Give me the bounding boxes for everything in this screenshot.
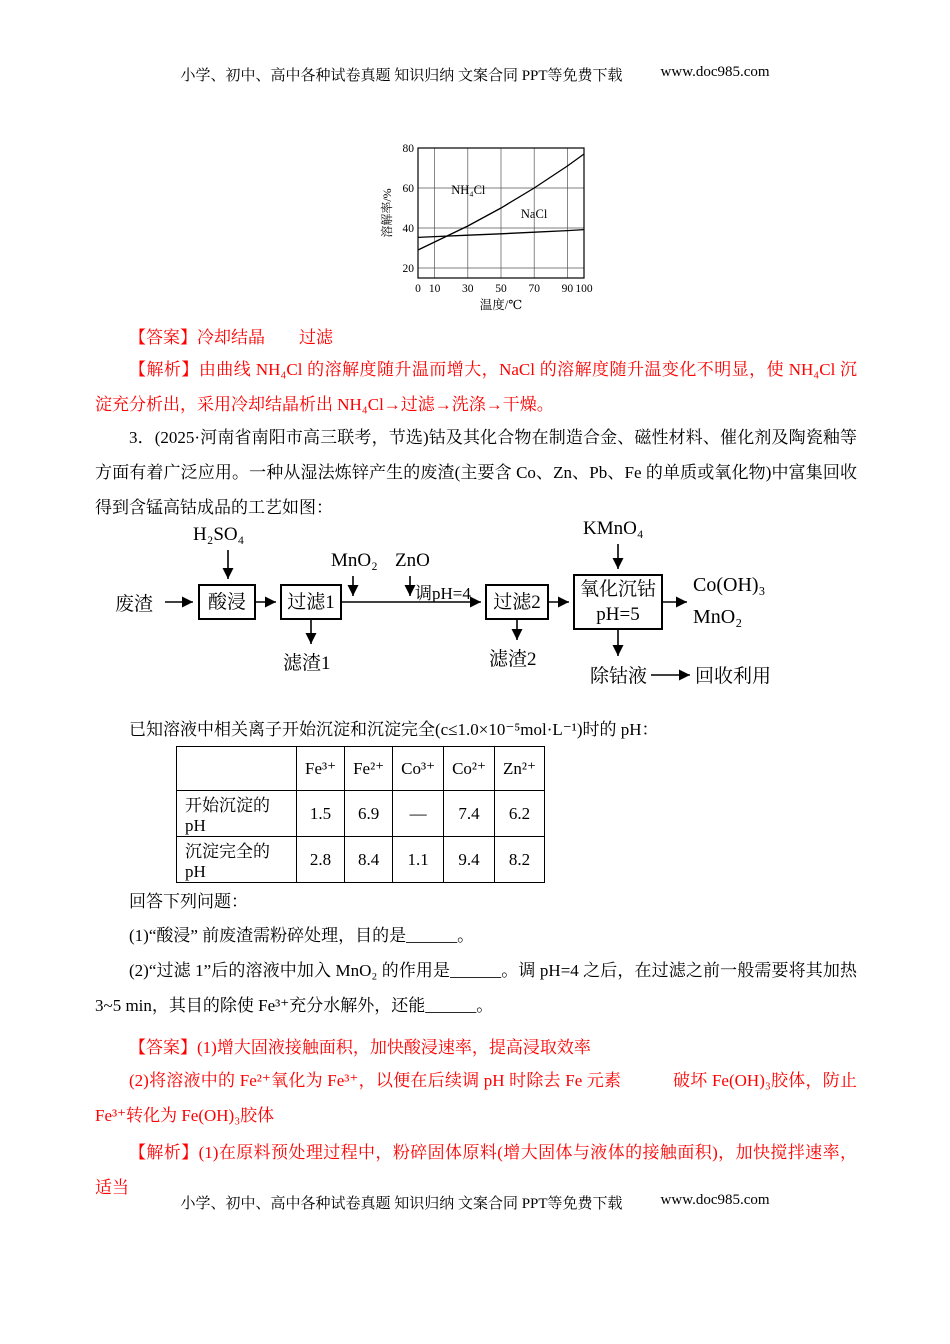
diagram-box-acid-leach-label: 酸浸 — [207, 591, 246, 613]
table-row-label: 沉淀完全的 pH — [177, 837, 297, 883]
svg-text:20: 20 — [402, 263, 414, 275]
ion-table-row-complete-precipitation — [177, 837, 545, 883]
header-text: 小学、初中、高中各种试卷真题 知识归纳 文案合同 PPT等免费下载 — [180, 68, 623, 84]
q2-analysis: 【解析】由曲线 NH₄Cl 的溶解度随升温而增大，NaCl 的溶解度随升温变化不明显，使 NH₄Cl 沉淀充分析出，采用冷却结晶析出 NH₄Cl→过滤→洗涤→干燥。 — [95, 360, 857, 414]
ion-table-row-start-precipitation — [177, 791, 545, 837]
diagram-residue2: 滤渣2 — [489, 649, 537, 670]
diagram-box-acid-leach — [198, 584, 256, 620]
ion-table-header-fe3: Fe³⁺ — [297, 747, 345, 791]
diagram-input-mno2: MnO₂ — [331, 550, 378, 571]
diagram-input-zno: ZnO — [395, 550, 430, 571]
diagram-box-oxidize-line1: 氧化沉钴 — [579, 579, 656, 600]
q3-stem: 3．(2025·河南省南阳市高三联考，节选)钴及其化合物在制造合金、磁性材料、催化剂及陶瓷釉等方面有着广泛应用。一种从湿法炼锌产生的废渣(主要含 Co、Zn、Pb、Fe 的单质或氧化物)中富集回收得到含锰高钴成品的工艺如图： — [95, 428, 857, 517]
diagram-input-h2so4: H₂SO₄ — [193, 524, 245, 545]
diagram-box-oxidize-line2: pH=5 — [596, 604, 640, 625]
page-header — [0, 64, 950, 85]
diagram-cobalt-removed-liquid: 除钴液 — [590, 666, 648, 687]
svg-text:60: 60 — [402, 183, 414, 195]
svg-text:40: 40 — [402, 223, 414, 235]
table-cell: 1.5 — [297, 791, 345, 837]
svg-text:30: 30 — [462, 283, 474, 295]
table-cell: — — [393, 791, 444, 837]
table-cell: 6.9 — [345, 791, 393, 837]
diagram-product-mno2: MnO₂ — [693, 606, 743, 628]
diagram-box-filter2 — [485, 584, 549, 620]
q3-answer-2: (2)将溶液中的 Fe²⁺氧化为 Fe³⁺，以便在后续调 pH 时除去 Fe 元素 破坏 Fe(OH)₃胶体，防止 Fe³⁺转化为 Fe(OH)₃胶体 — [95, 1071, 857, 1125]
diagram-adjust-ph-label: 调pH=4 — [415, 584, 471, 603]
header-url: www.doc985.com — [660, 64, 770, 80]
ion-table-header-row — [177, 747, 545, 791]
svg-text:0: 0 — [415, 283, 421, 295]
ion-table — [176, 746, 545, 883]
svg-text:100: 100 — [575, 283, 593, 295]
svg-text:NH₄Cl: NH₄Cl — [451, 183, 486, 197]
table-cell: 2.8 — [297, 837, 345, 883]
q3-sub-question-1: (1)“酸浸” 前废渣需粉碎处理，目的是______。 — [129, 926, 475, 945]
diagram-box-oxidize-cobalt — [573, 574, 663, 630]
svg-text:10: 10 — [428, 283, 441, 295]
q3-answer-1: 【答案】(1)增大固液接触面积，加快酸浸速率，提高浸取效率 — [129, 1038, 591, 1057]
q3-known-info: 已知溶液中相关离子开始沉淀和沉淀完全(c≤1.0×10⁻⁵mol·L⁻¹)时的 pH： — [129, 720, 659, 739]
diagram-feed: 废渣 — [115, 594, 154, 615]
ion-table-header-co2: Co²⁺ — [444, 747, 495, 791]
q3-sub-question-2: (2)“过滤 1”后的溶液中加入 MnO₂ 的作用是______。调 pH=4 之后，在过滤之前一般需要将其加热 3~5 min，其目的除使 Fe³⁺充分水解外，还能______。 — [95, 961, 857, 1015]
table-cell: 1.1 — [393, 837, 444, 883]
svg-text:温度/℃: 温度/℃ — [479, 298, 523, 312]
solubility-chart-svg — [376, 138, 600, 316]
diagram-box-filter1-label: 过滤1 — [287, 591, 335, 613]
diagram-product-cooh3: Co(OH)₃ — [693, 574, 766, 596]
table-cell: 6.2 — [495, 791, 545, 837]
diagram-input-kmno4: KMnO₄ — [583, 518, 644, 539]
solubility-chart — [376, 138, 600, 321]
ion-table-header-fe2: Fe²⁺ — [345, 747, 393, 791]
q3-prompt: 回答下列问题： — [129, 892, 248, 911]
process-flow-diagram — [95, 518, 857, 714]
svg-text:溶解率/%: 溶解率/% — [380, 188, 394, 238]
diagram-box-filter1 — [280, 584, 342, 620]
diagram-recycle: 回收利用 — [695, 666, 772, 687]
table-cell: 7.4 — [444, 791, 495, 837]
diagram-box-filter2-label: 过滤2 — [493, 591, 541, 613]
svg-text:NaCl: NaCl — [520, 207, 548, 221]
svg-text:90: 90 — [561, 283, 574, 295]
diagram-residue1: 滤渣1 — [283, 653, 331, 674]
footer-url: www.doc985.com — [660, 1192, 770, 1208]
table-cell: 8.4 — [345, 837, 393, 883]
svg-text:70: 70 — [528, 283, 540, 295]
svg-text:80: 80 — [402, 143, 414, 155]
svg-text:50: 50 — [495, 283, 507, 295]
ion-table-header-zn2: Zn²⁺ — [495, 747, 545, 791]
ion-table-corner-cell — [177, 747, 297, 791]
table-row-label: 开始沉淀的 pH — [177, 791, 297, 837]
q3-analysis: 【解析】(1)在原料预处理过程中，粉碎固体原料(增大固体与液体的接触面积)，加快搅拌速率，适当 — [95, 1143, 857, 1197]
q2-answer: 【答案】冷却结晶 过滤 — [129, 328, 333, 347]
ion-table-header-co3: Co³⁺ — [393, 747, 444, 791]
footer-text: 小学、初中、高中各种试卷真题 知识归纳 文案合同 PPT等免费下载 — [180, 1196, 623, 1212]
page-footer — [0, 1192, 950, 1213]
table-cell: 9.4 — [444, 837, 495, 883]
table-cell: 8.2 — [495, 837, 545, 883]
